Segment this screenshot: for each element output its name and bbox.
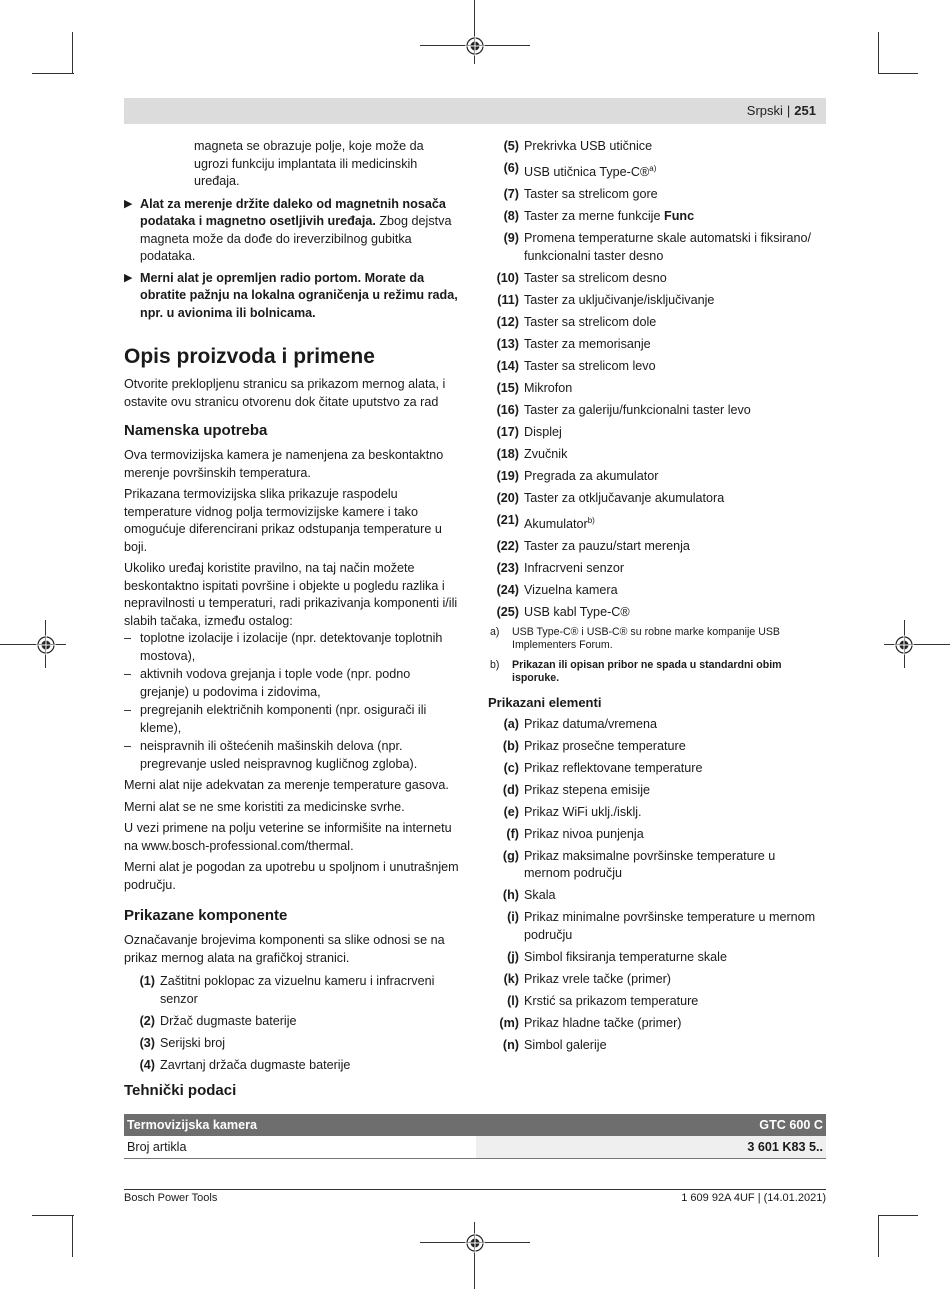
list-item: (3) Serijski broj — [139, 1035, 226, 1050]
page-number: 251 — [794, 103, 816, 118]
list-item: (17) Displej — [496, 424, 562, 439]
component-list — [488, 138, 824, 621]
tech-data-table — [124, 1114, 826, 1159]
crop-mark — [32, 1215, 74, 1216]
list-item: (23) Infracrveni senzor — [496, 560, 625, 575]
crop-mark — [0, 644, 66, 645]
list-item: (e) Prikaz WiFi uklj./isklj. — [503, 804, 642, 819]
table-row — [124, 1136, 826, 1159]
page-header — [124, 98, 826, 124]
element-list — [488, 716, 824, 1055]
table-cell: Broj artikla — [124, 1136, 476, 1159]
list-item: (f) Prikaz nivoa punjenja — [506, 826, 644, 841]
triangle-bullet-icon: ▶ — [124, 271, 133, 284]
footnote: b) Prikazan ili opisan pribor ne spada u standardni obim isporuke. — [490, 658, 782, 685]
warning-text: Zbog dejstva magneta može da dođe do ireverzibilnog gubitka podataka. — [140, 214, 452, 263]
registration-mark-icon — [465, 36, 485, 56]
warning-item — [124, 270, 460, 323]
paragraph: Merni alat se ne sme koristiti za medicinske svrhe. — [124, 799, 405, 814]
table-cell: GTC 600 C — [476, 1114, 826, 1136]
heading-prikazani: Prikazani elementi — [488, 694, 602, 710]
list-item: (b) Prikaz prosečne temperature — [502, 738, 686, 753]
crop-mark — [72, 1215, 73, 1257]
header-separator: | — [786, 103, 791, 118]
paragraph: Ova termovizijska kamera je namenjena za beskontaktno merenje površinskih temperatura. — [124, 448, 444, 480]
list-item: (7) Taster sa strelicom gore — [503, 187, 658, 202]
list-item: – toplotne izolacije i izolacije (npr. detektovanje toplotnih mostova), — [124, 631, 443, 663]
list-item: (4) Zavrtanj držača dugmaste baterije — [139, 1057, 351, 1072]
paragraph: Merni alat nije adekvatan za merenje temperature gasova. — [124, 778, 449, 792]
list-item: (h) Skala — [502, 888, 556, 903]
registration-mark-icon — [894, 635, 914, 655]
paragraph: Otvorite preklopljenu stranicu sa prikazom mernog alata, i ostavite ovu stranicu otvorenu dok čitate uputstvo za rad — [124, 377, 446, 409]
footer-doc-id: 1 609 92A 4UF | (14.01.2021) — [681, 1192, 826, 1204]
registration-mark-icon — [465, 1233, 485, 1253]
list-item: (10) Taster sa strelicom desno — [496, 270, 667, 285]
triangle-bullet-icon: ▶ — [124, 197, 133, 210]
crop-mark — [878, 1215, 918, 1216]
list-item: (d) Prikaz stepena emisije — [502, 782, 650, 797]
section-title-opis: Opis proizvoda i primene — [124, 345, 375, 368]
list-item: – neispravnih ili oštećenih mašinskih delova (npr. pregrevanje usled neispravnog kugličnog zgloba). — [124, 739, 418, 771]
list-item: – aktivnih vodova grejanja i tople vode (npr. podno grejanje) u podovima i zidovima, — [124, 667, 411, 699]
list-item: (j) Simbol fiksiranja temperaturne skale — [507, 949, 727, 964]
list-item: (c) Prikaz reflektovane temperature — [503, 760, 703, 775]
registration-mark-icon — [36, 635, 56, 655]
heading-tech-data: Tehnički podaci — [124, 1082, 237, 1099]
list-item: (5) Prekrivka USB utičnice — [503, 139, 653, 153]
list-item: – pregrejanih električnih komponenti (npr. osigurači ili kleme), — [124, 703, 427, 735]
table-cell: Termovizijska kamera — [124, 1114, 476, 1136]
list-item: (24) Vizuelna kamera — [496, 582, 618, 597]
paragraph: Označavanje brojevima komponenti sa slike odnosi se na prikaz mernog alata na grafičkoj stranici. — [124, 933, 445, 965]
list-item: (a) Prikaz datuma/vremena — [503, 716, 657, 731]
paragraph: Prikazana termovizijska slika prikazuje raspodelu temperature vidnog polja termovizijske kamere i tako omogućuje diferencirani prikaz odstupanja temperature u boji. — [124, 487, 442, 554]
paragraph: U vezi primene na polju veterine se informišite na internetu na www.bosch-professional.com/thermal. — [124, 821, 452, 853]
footnote: a) USB Type-C® i USB-C® su robne marke kompanije USB Implementers Forum. — [490, 625, 780, 652]
component-list — [124, 973, 460, 1074]
list-item: (11) Taster za uključivanje/isključivanje — [497, 292, 715, 307]
right-column — [488, 138, 824, 1059]
paragraph: Merni alat je pogodan za upotrebu u spoljnom i unutrašnjem području. — [124, 860, 459, 892]
crop-mark — [878, 1215, 879, 1257]
header-text — [747, 103, 816, 118]
list-item: (9) Promena temperaturne skale automatski i fiksirano/ funkcionalni taster desno — [503, 231, 811, 263]
list-item: (21) Akumulator$^{b)}$ — [496, 512, 595, 531]
list-item: (20) Taster za otključavanje akumulatora — [496, 490, 725, 505]
dash-list — [124, 630, 460, 773]
list-item: (14) Taster sa strelicom levo — [496, 358, 656, 373]
warning-bold: Alat za merenje držite daleko od magnetnih nosača podataka i magnetno osetljivih uređaja. — [140, 196, 446, 228]
list-item: (19) Pregrada za akumulator — [496, 468, 659, 483]
heading-komponente: Prikazane komponente — [124, 907, 288, 924]
left-column — [124, 138, 460, 1079]
warning-item — [124, 196, 460, 266]
heading-namenska: Namenska upotreba — [124, 422, 268, 439]
list-item: (8) Taster za merne funkcije Func — [503, 209, 695, 224]
list-item: (12) Taster sa strelicom dole — [496, 314, 657, 329]
list-item: (15) Mikrofon — [496, 380, 573, 395]
list-item: (g) Prikaz maksimalne površinske temperature u mernom području — [502, 848, 776, 881]
list-item: (6) USB utičnica Type-C®$^{a)}$ — [503, 161, 657, 180]
warning-bold: Merni alat je opremljen radio portom. Morate da obratite pažnju na lokalna ograničenja u režimu rada, npr. u avionima ili bolnicama. — [140, 270, 458, 320]
crop-mark — [32, 73, 74, 74]
footer-divider — [124, 1189, 826, 1190]
list-item: (13) Taster za memorisanje — [496, 336, 651, 351]
list-item: (l) Krstić sa prikazom temperature — [507, 993, 699, 1008]
table-cell: 3 601 K83 5.. — [476, 1136, 826, 1159]
list-item: (18) Zvučnik — [496, 446, 568, 461]
crop-mark — [72, 32, 73, 74]
continued-text: magneta se obrazuje polje, koje može da ugrozi funkciju implantata ili medicinskih uređaja. — [194, 139, 424, 188]
header-section: Srpski — [746, 103, 783, 118]
paragraph: Ukoliko uređaj koristite pravilno, na taj način možete beskontaktno ispitati površine i objekte u pogledu razlika i nepravilnosti u temperaturi, radi prikazivanja komponenti i/ili slabih tačaka, između ostalog: — [124, 561, 458, 628]
list-item: (i) Prikaz minimalne površinske temperature u mernom području — [507, 910, 816, 942]
list-item: (25) USB kabl Type-C® — [496, 604, 630, 619]
list-item: (m) Prikaz hladne tačke (primer) — [499, 1015, 682, 1030]
list-item: (k) Prikaz vrele tačke (primer) — [503, 971, 671, 986]
footer-brand: Bosch Power Tools — [124, 1192, 218, 1204]
crop-mark — [878, 73, 918, 74]
list-item: (22) Taster za pauzu/start merenja — [496, 538, 690, 553]
list-item: (16) Taster za galeriju/funkcionalni taster levo — [496, 402, 751, 417]
table-header-row — [124, 1114, 826, 1136]
footnote-list — [488, 626, 824, 686]
crop-mark — [878, 32, 879, 74]
list-item: (2) Držač dugmaste baterije — [139, 1013, 297, 1028]
list-item: (n) Simbol galerije — [502, 1037, 607, 1052]
list-item: (1) Zaštitni poklopac za vizuelnu kameru i infracrveni senzor — [139, 974, 435, 1006]
